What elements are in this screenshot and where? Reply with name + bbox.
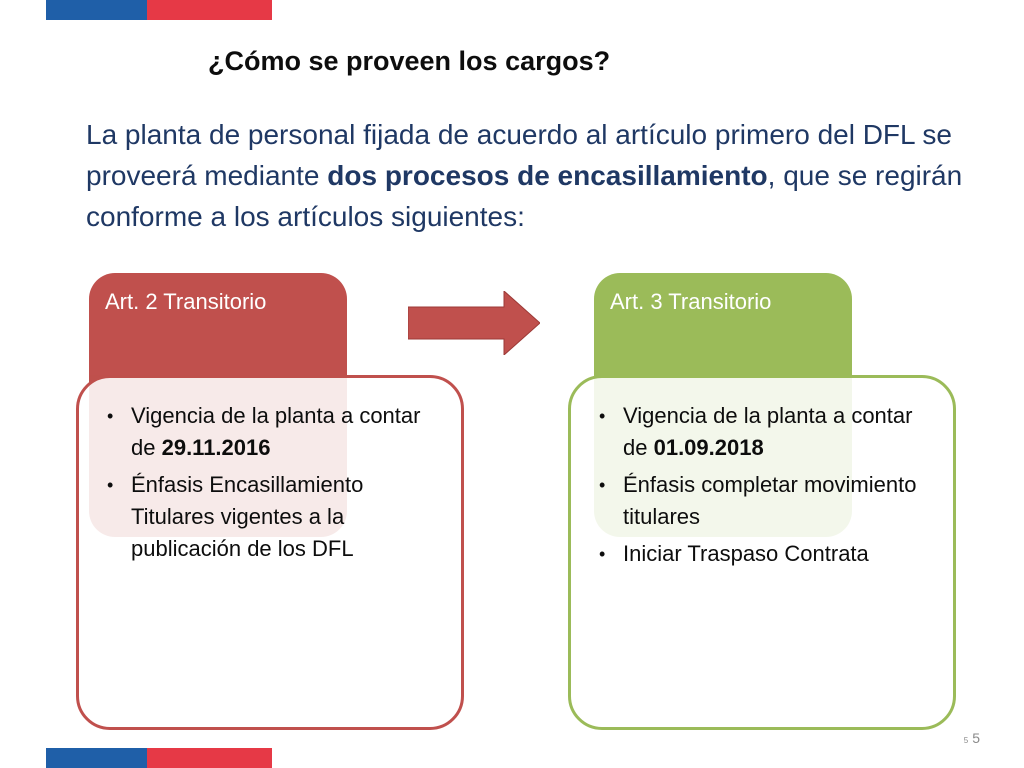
intro-text-start: La planta de personal fijada de acuerdo al artículo primero del DFL se proveerá mediante bbox=[86, 119, 952, 191]
bullet-icon: • bbox=[599, 475, 606, 495]
right-arrow-icon bbox=[408, 291, 540, 355]
bullet-icon: • bbox=[599, 544, 606, 564]
art3-tab-label: Art. 3 Transitorio bbox=[610, 289, 772, 314]
art3-bullet-list bbox=[593, 400, 933, 570]
list-item bbox=[101, 400, 441, 464]
page-number bbox=[964, 730, 980, 746]
flag-blue-segment bbox=[46, 748, 147, 768]
bottom-flag-bar bbox=[46, 748, 272, 768]
intro-text-end: , que se regirán conforme a los artículos siguientes: bbox=[86, 160, 963, 232]
list-item bbox=[593, 400, 933, 464]
top-flag-bar bbox=[46, 0, 272, 20]
flag-red-segment bbox=[147, 0, 272, 20]
bullet-bold-date: 01.09.2018 bbox=[653, 435, 764, 460]
bullet-text: Vigencia de la planta a contar de bbox=[131, 403, 421, 460]
intro-paragraph bbox=[86, 114, 966, 237]
flag-blue-segment bbox=[46, 0, 147, 20]
bullet-text: Vigencia de la planta a contar de bbox=[623, 403, 913, 460]
flag-red-segment bbox=[147, 748, 272, 768]
list-item bbox=[593, 538, 933, 570]
slide-title: ¿Cómo se proveen los cargos? bbox=[208, 46, 611, 76]
bullet-icon: • bbox=[107, 406, 114, 426]
bullet-icon: • bbox=[599, 406, 606, 426]
bullet-text: Iniciar Traspaso Contrata bbox=[623, 541, 869, 566]
art2-card bbox=[76, 375, 464, 730]
page-number-small: 5 bbox=[963, 736, 969, 745]
intro-text-bold: dos procesos de encasillamiento bbox=[327, 160, 768, 191]
art2-bullet-list bbox=[101, 400, 441, 565]
art2-tab-label: Art. 2 Transitorio bbox=[105, 289, 267, 314]
page-number-main: 5 bbox=[972, 730, 980, 746]
art3-card bbox=[568, 375, 956, 730]
bullet-text: Énfasis completar movimiento titulares bbox=[623, 472, 917, 529]
bullet-icon: • bbox=[107, 475, 114, 495]
bullet-bold-date: 29.11.2016 bbox=[161, 435, 271, 460]
list-item bbox=[593, 469, 933, 533]
list-item bbox=[101, 469, 441, 565]
bullet-text: Énfasis Encasillamiento Titulares vigentes a la publicación de los DFL bbox=[131, 472, 364, 561]
